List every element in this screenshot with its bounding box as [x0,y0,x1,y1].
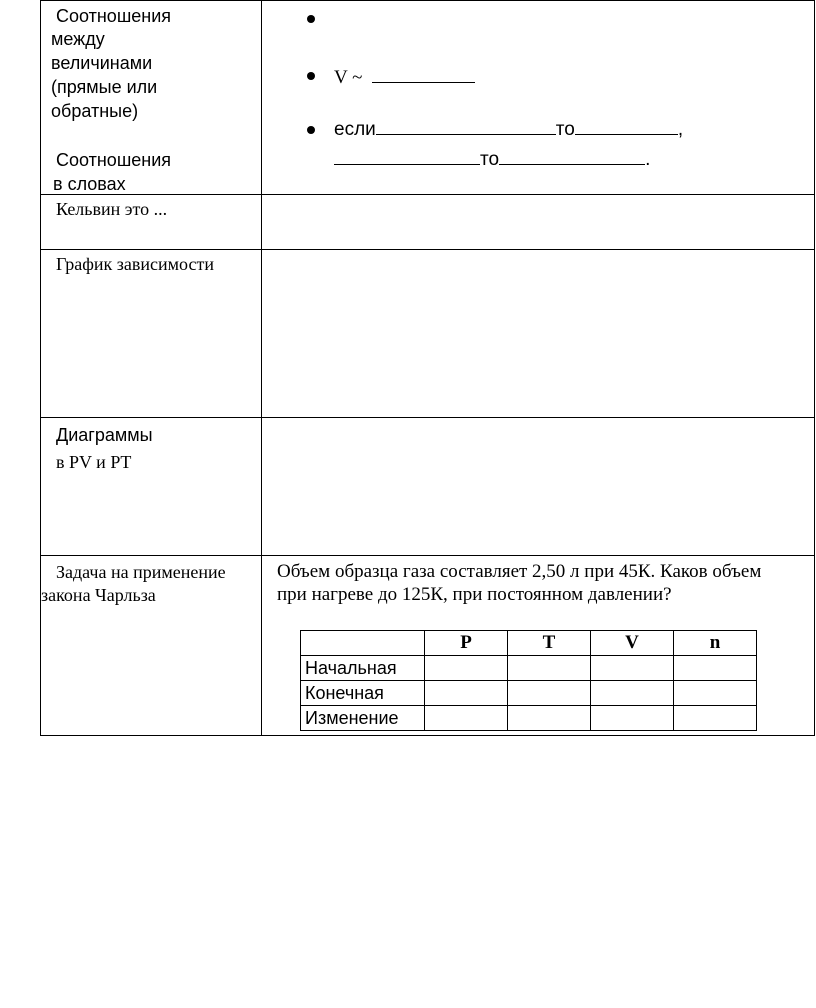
diagrams-label-cell [41,418,262,556]
diagrams-label-line2: в PV и PT [56,452,132,472]
task-label-cell [41,556,262,736]
blank-line [575,116,678,135]
relations-label-line5: обратные) [51,101,139,121]
blank-line [372,64,475,83]
input-cell[interactable] [591,681,674,706]
data-table [300,630,757,731]
input-cell[interactable] [425,656,508,681]
input-cell[interactable] [591,706,674,731]
row-diagrams [41,418,815,556]
bullet-icon [307,126,315,134]
relations-label-line4: (прямые или [51,77,158,97]
row-label: Изменение [301,706,425,731]
kelvin-answer-cell [262,195,815,250]
relations-answer-cell [262,1,815,195]
input-cell[interactable] [508,681,591,706]
if-text: если [334,119,376,140]
table-row [301,656,757,681]
relations-label-line3: величинами [51,53,153,73]
row-relations [41,1,815,195]
period-text: . [645,149,651,170]
words-label-line2: в словах [53,174,126,194]
graph-label-cell [41,250,262,418]
relations-label-line2: между [51,29,105,49]
graph-answer-cell [262,250,815,418]
task-label-line2: закона Чарльза [41,585,156,605]
row-task [41,556,815,736]
header-cell: P [425,631,508,656]
input-cell[interactable] [508,706,591,731]
blank-line [376,116,556,135]
condition-line-1 [334,116,683,141]
blank-line [334,146,480,165]
input-cell[interactable] [591,656,674,681]
input-cell[interactable] [674,681,757,706]
input-cell[interactable] [674,656,757,681]
header-cell: V [591,631,674,656]
graph-label: График зависимости [56,254,214,274]
row-kelvin [41,195,815,250]
header-cell: T [508,631,591,656]
problem-text: Объем образца газа составляет 2,50 л при 45К. Каков объем при нагреве до 125К, при постоянном давлении? [277,561,762,605]
words-label-line1: Соотношения [56,150,172,170]
table-row [301,681,757,706]
blank-line [499,146,645,165]
then-text: то [480,149,500,170]
bullet-icon [307,72,315,80]
relations-label-line1: Соотношения [56,6,172,26]
proportion-line [334,64,475,89]
diagrams-label-line1: Диаграммы [56,425,153,445]
header-cell [301,631,425,656]
row-graph [41,250,815,418]
worksheet-table [40,0,815,736]
kelvin-label: Кельвин это ... [56,199,168,219]
data-table-header [301,631,757,656]
input-cell[interactable] [508,656,591,681]
proportion-text: V ~ [334,67,372,88]
bullet-icon [307,15,315,23]
task-answer-cell [262,556,815,736]
input-cell[interactable] [425,681,508,706]
condition-line-2 [334,146,650,171]
input-cell[interactable] [425,706,508,731]
table-row [301,706,757,731]
comma-text: , [677,119,684,140]
then-text: то [555,119,575,140]
relations-label-cell [41,1,262,195]
kelvin-label-cell [41,195,262,250]
diagrams-answer-cell [262,418,815,556]
input-cell[interactable] [674,706,757,731]
task-label-line1: Задача на применение [56,562,226,582]
row-label: Начальная [301,656,425,681]
header-cell: n [674,631,757,656]
row-label: Конечная [301,681,425,706]
